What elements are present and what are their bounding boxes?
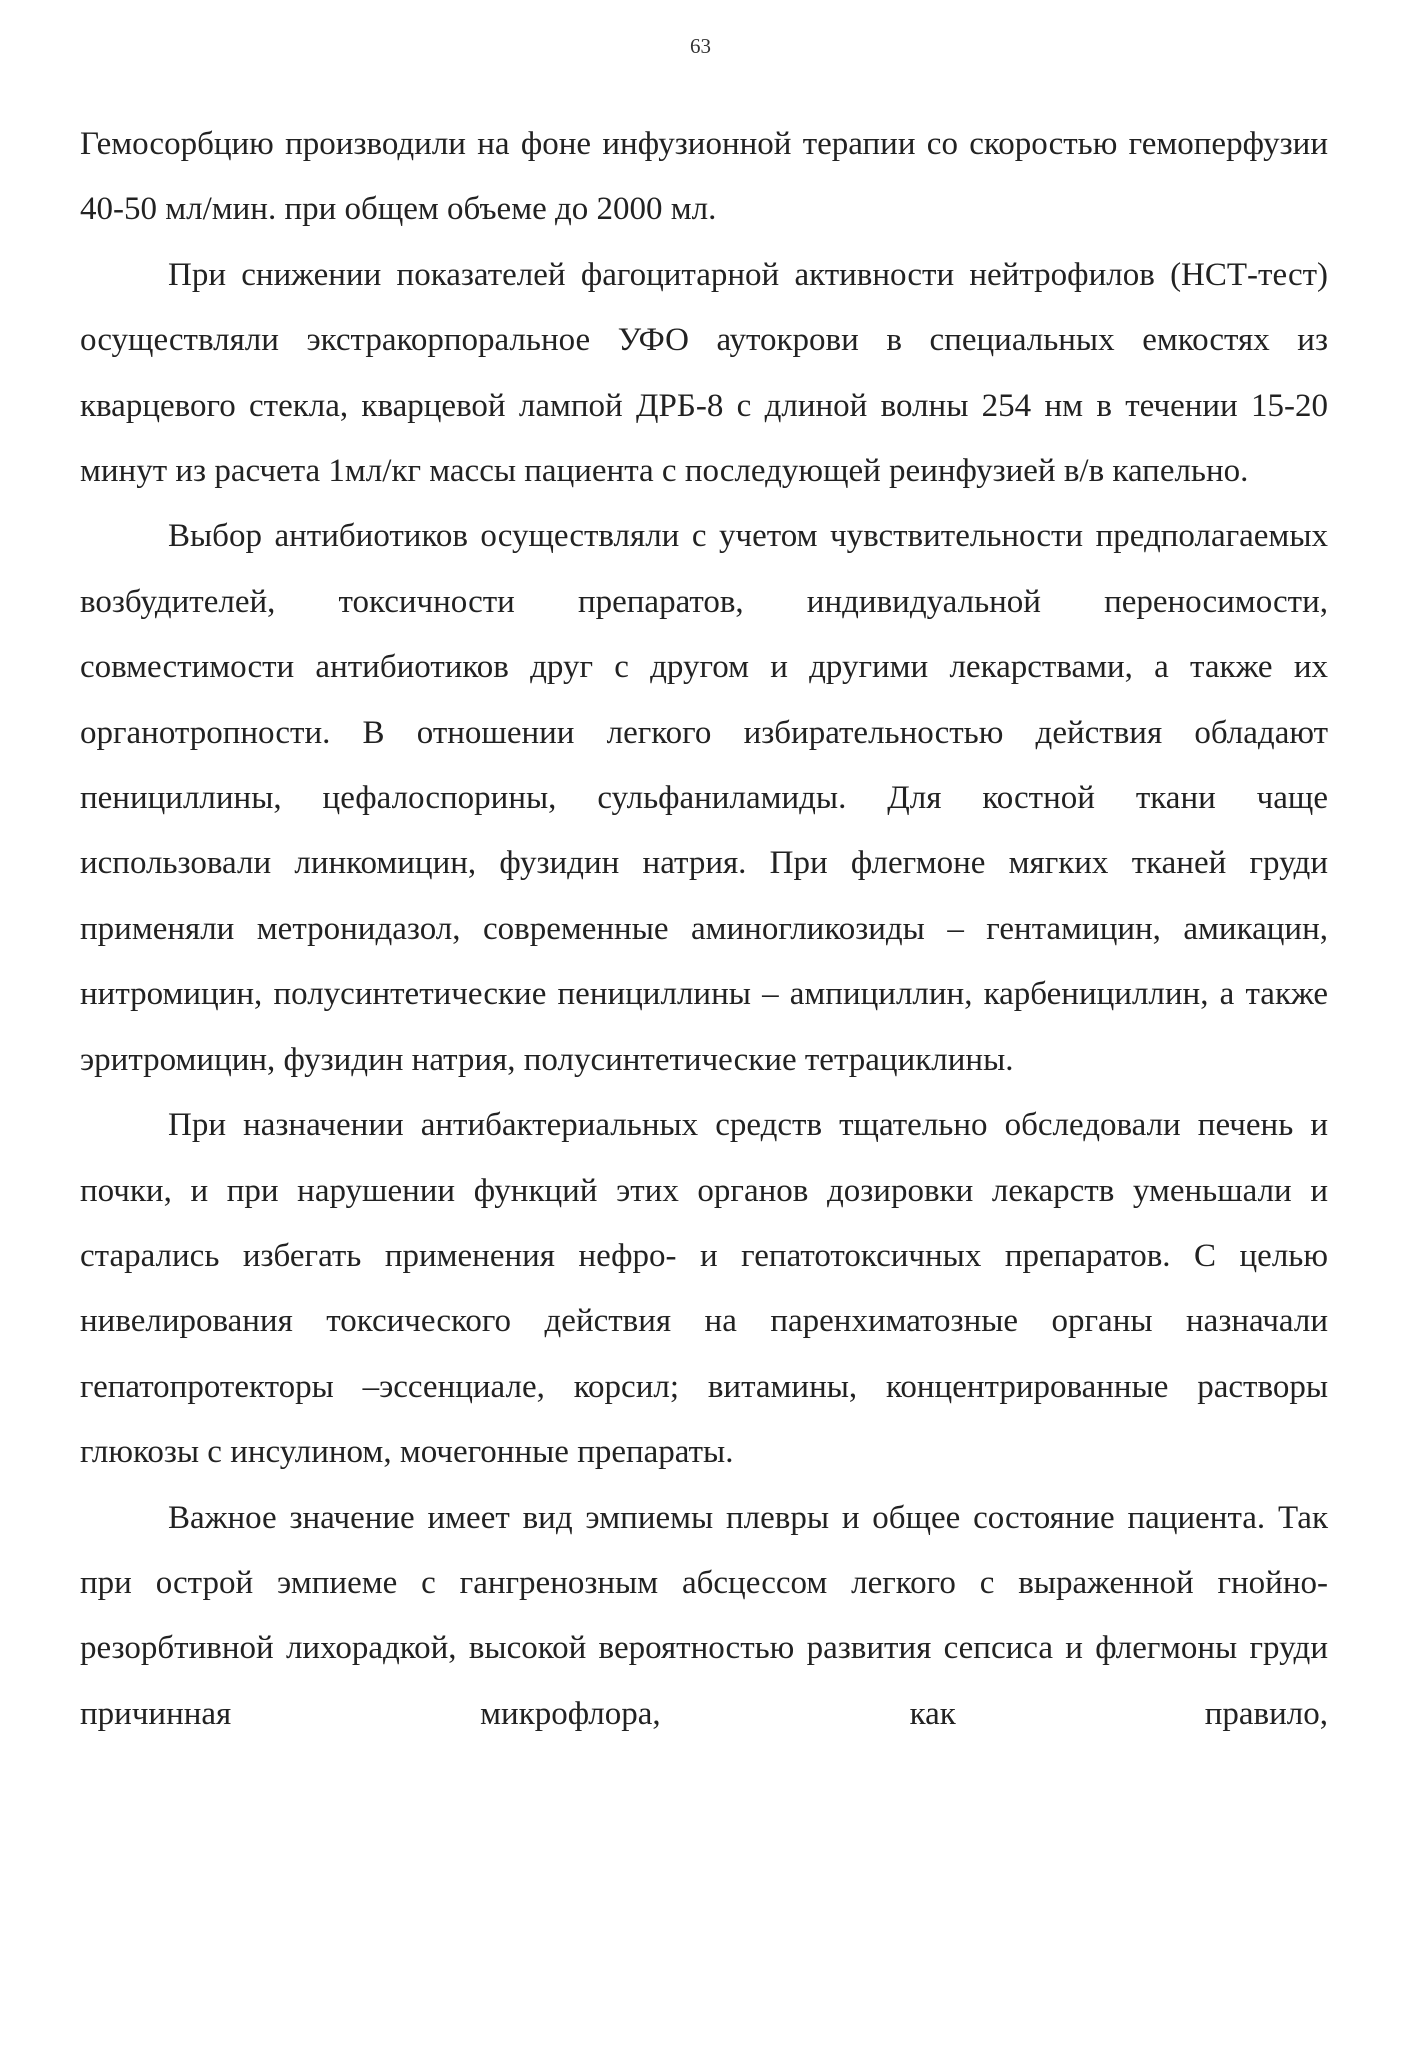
paragraph-empyema-type: Важное значение имеет вид эмпиемы плевры и общее состояние пациента. Так при острой эмпиеме с гангренозным абсцессом легкого с выраженной гнойно-резорбтивной лихорадкой, высокой вероятностью развития сепсиса и флегмоны груди причинная микрофлора, как правило, bbox=[80, 1499, 1328, 1732]
page-number: 63 bbox=[690, 34, 711, 58]
paragraph-organ-protection: При назначении антибактериальных средств тщательно обследовали печень и почки, и при нарушении функций этих органов дозировки лекарств уменьшали и старались избегать применения нефро- и гепатотоксичных препаратов. С целью нивелирования токсического действия на паренхиматозные органы назначали гепатопротекторы –эссенциале, корсил; витамины, концентрированные растворы глюкозы с инсулином, мочегонные препараты. bbox=[80, 1107, 1328, 1471]
paragraph-hemosorption: Гемосорбцию производили на фоне инфузионной терапии со скоростью гемоперфузии 40-50 мл/мин. при общем объеме до 2000 мл. bbox=[80, 126, 1328, 228]
document-body bbox=[80, 112, 1328, 1747]
paragraph-antibiotic-choice: Выбор антибиотиков осуществляли с учетом чувствительности предполагаемых возбудителей, токсичности препаратов, индивидуальной переносимости, совместимости антибиотиков друг с другом и другими лекарствами, а также их органотропности. В отношении легкого избирательностью действия обладают пенициллины, цефалоспорины, сульфаниламиды. Для костной ткани чаще использовали линкомицин, фузидин натрия. При флегмоне мягких тканей груди применяли метронидазол, современные аминогликозиды – гентамицин, амикацин, нитромицин, полусинтетические пенициллины – ампициллин, карбенициллин, а также эритромицин, фузидин натрия, полусинтетические тетрациклины. bbox=[80, 518, 1328, 1078]
paragraph-uv-irradiation: При снижении показателей фагоцитарной активности нейтрофилов (НСТ-тест) осуществляли экстракорпоральное УФО аутокрови в специальных емкостях из кварцевого стекла, кварцевой лампой ДРБ-8 с длиной волны 254 нм в течении 15-20 минут из расчета 1мл/кг массы пациента с последующей реинфузией в/в капельно. bbox=[80, 256, 1328, 490]
